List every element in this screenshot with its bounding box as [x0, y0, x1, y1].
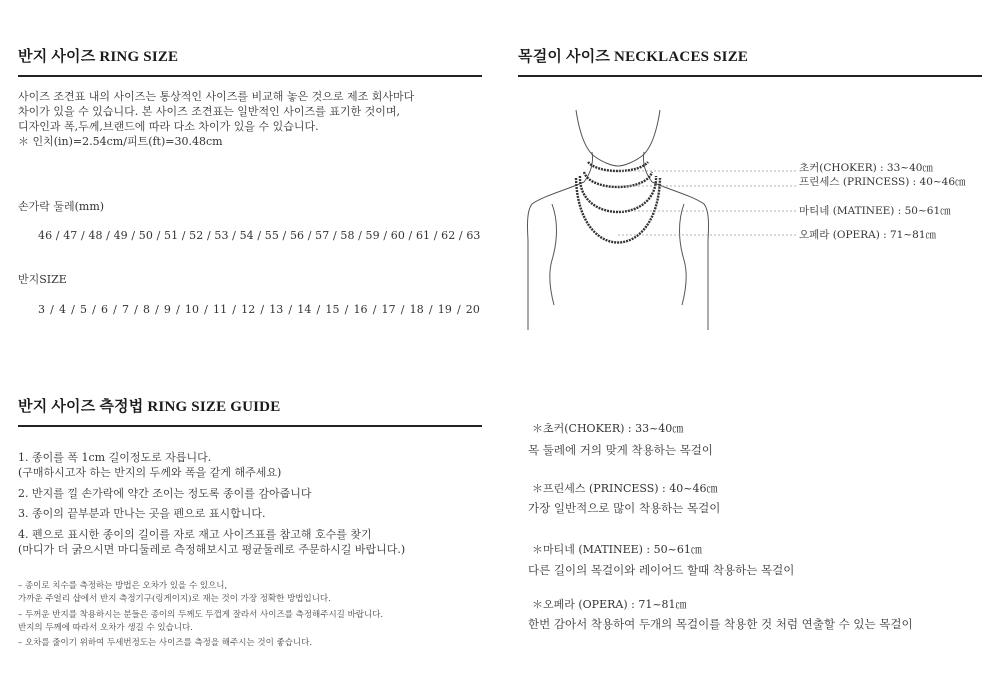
guide-note [18, 637, 312, 650]
guide-step [18, 506, 266, 521]
guide-step-line: 4. 펜으로 표시한 종이의 길이를 자로 재고 사이즈표를 참고해 호수를 찾기 [18, 528, 372, 541]
necklace-type-title: ＊초커(CHOKER) : 33~40㎝ [532, 422, 684, 435]
ring-size-divider [18, 75, 482, 77]
guide-note-line: – 두꺼운 반지를 착용하시는 분들은 종이의 두께도 두껍게 잘라서 사이즈를 측정해주시길 바랍니다. [18, 610, 384, 620]
guide-step-line: 1. 종이를 폭 1cm 길이정도로 자릅니다. [18, 451, 212, 464]
matinee-label: 마티네 (MATINEE) : 50~61㎝ [799, 205, 951, 217]
bust-outline [527, 110, 708, 330]
necklace-type-desc: 한번 감아서 착용하여 두개의 목걸이를 착용한 것 처럼 연출할 수 있는 목걸이 [528, 617, 913, 631]
guide-note-line: 가까운 주얼리 샵에서 반지 측정기구(링게이지)로 재는 것이 가장 정확한 방법입니다. [18, 593, 331, 604]
circumference-label: 손가락 둘레(mm) [18, 200, 105, 213]
ring-guide-title: 반지 사이즈 측정법 RING SIZE GUIDE [18, 399, 281, 415]
ring-size-label: 반지SIZE [18, 273, 67, 286]
intro-line: 사이즈 조견표 내의 사이즈는 통상적인 사이즈를 비교해 놓은 것으로 제조 회사마다 [18, 90, 415, 103]
guide-note-line: – 오차를 줄이기 위하여 두세번정도는 사이즈를 측정을 해주시는 것이 좋습니다. [18, 638, 313, 648]
guide-step-line: 3. 종이의 끝부분과 만나는 곳을 펜으로 표시합니다. [18, 507, 266, 520]
necklace-type-desc: 가장 일반적으로 많이 착용하는 목걸이 [528, 501, 721, 515]
guide-step-line: 2. 반지를 낄 손가락에 약간 조이는 정도록 종이를 감아줍니다 [18, 487, 312, 500]
necklace-size-title: 목걸이 사이즈 NECKLACES SIZE [518, 49, 749, 65]
necklace-type-title: ＊프린세스 (PRINCESS) : 40~46㎝ [532, 482, 718, 495]
princess-chain [584, 172, 652, 187]
choker-label: 초커(CHOKER) : 33~40㎝ [799, 162, 933, 174]
guide-note [18, 580, 331, 605]
necklace-type-desc: 목 둘레에 거의 맞게 착용하는 목걸이 [528, 443, 713, 457]
necklace-type-title: ＊오페라 (OPERA) : 71~81㎝ [532, 598, 687, 611]
ring-size-values: 3 / 4 / 5 / 6 / 7 / 8 / 9 / 10 / 11 / 12 / 13 / 14 / 15 / 16 / 17 / 18 / 19 / 20 [38, 303, 480, 316]
guide-step-line: (마디가 더 굵으시면 마디둘레로 측정해보시고 평균둘레로 주문하시길 바랍니다.) [18, 543, 406, 556]
circumference-values: 46 / 47 / 48 / 49 / 50 / 51 / 52 / 53 / 54 / 55 / 56 / 57 / 58 / 59 / 60 / 61 / 62 / 63 [38, 229, 481, 242]
guide-step [18, 527, 405, 557]
ring-size-title: 반지 사이즈 RING SIZE [18, 49, 179, 65]
ring-guide-divider [18, 425, 482, 427]
intro-line: 디자인과 폭,두께,브랜드에 따라 다소 차이가 있을 수 있습니다. [18, 120, 319, 133]
opera-label: 오페라 (OPERA) : 71~81㎝ [799, 229, 937, 241]
guide-note-line: – 종이로 치수를 측정하는 방법은 오차가 있을 수 있으니, [18, 581, 228, 591]
guide-step [18, 450, 281, 480]
intro-line: 차이가 있을 수 있습니다. 본 사이즈 조견표는 일반적인 사이즈를 표기한 것이며, [18, 105, 400, 118]
guide-note-line: 반지의 두께에 따라서 오차가 생길 수 있습니다. [18, 622, 193, 633]
princess-label: 프린세스 (PRINCESS) : 40~46㎝ [799, 176, 966, 188]
necklace-size-divider [518, 75, 982, 77]
guide-note [18, 609, 383, 634]
necklace-type-title: ＊마티네 (MATINEE) : 50~61㎝ [532, 543, 702, 556]
guide-step [18, 486, 312, 501]
necklace-type-desc: 다른 길이의 목걸이와 레이어드 할때 착용하는 목걸이 [528, 563, 795, 577]
ring-size-intro [18, 89, 414, 149]
necklace-diagram [518, 100, 988, 330]
guide-step-line: (구매하시고자 하는 반지의 두께와 폭을 같게 해주세요) [18, 466, 282, 479]
intro-line: ＊ 인치(in)=2.54cm/피트(ft)=30.48cm [18, 135, 223, 148]
